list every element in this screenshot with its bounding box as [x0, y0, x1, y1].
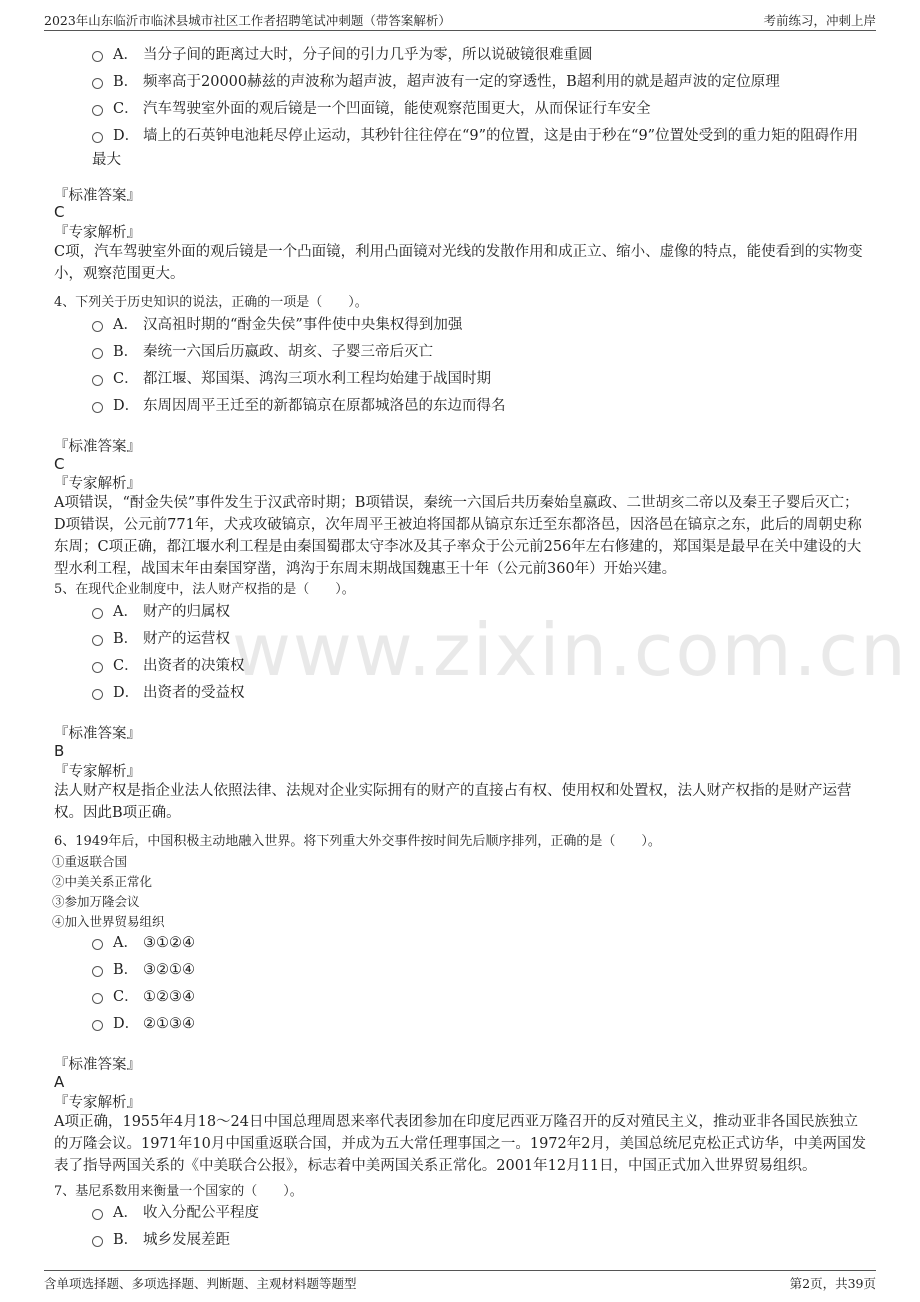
question-4: 4、下列关于历史知识的说法，正确的一项是（ ）。: [54, 295, 368, 310]
option-q3-c[interactable]: C． 汽车驾驶室外面的观后镜是一个凹面镜，能使观察范围更大，从而保证行车安全: [92, 97, 651, 121]
page-number: 第2页，共39页: [789, 1276, 876, 1291]
page-header: [44, 0, 876, 31]
analysis-q5: 法人财产权是指企业法人依照法律、法规对企业实际拥有的财产的直接占有权、使用权和处置权，法人财产权指的是财产运营权。因此B项正确。: [54, 783, 852, 821]
question-5: 5、在现代企业制度中，法人财产权指的是（ ）。: [54, 582, 355, 597]
q6-item-2: ②中美关系正常化: [52, 874, 153, 889]
option-q5-b[interactable]: B． 财产的运营权: [92, 627, 230, 651]
radio-icon[interactable]: [92, 1020, 103, 1031]
answer-label-q3: 『标准答案』: [54, 188, 141, 204]
option-q4-b[interactable]: B． 秦统一六国后历嬴政、胡亥、子婴三帝后灭亡: [92, 340, 433, 364]
radio-icon[interactable]: [92, 939, 103, 950]
answer-label-q5: 『标准答案』: [54, 726, 141, 742]
radio-icon[interactable]: [92, 51, 103, 62]
header-slogan: 考前练习，冲刺上岸: [763, 13, 876, 28]
option-q4-c[interactable]: C． 都江堰、郑国渠、鸿沟三项水利工程均始建于战国时期: [92, 367, 491, 391]
option-q6-a[interactable]: A． ③①②④: [92, 931, 195, 955]
option-q5-c[interactable]: C． 出资者的决策权: [92, 654, 245, 678]
option-q7-a[interactable]: A． 收入分配公平程度: [92, 1201, 259, 1225]
radio-icon[interactable]: [92, 132, 103, 143]
analysis-q6: A项正确，1955年4月18～24日中国总理周恩来率代表团参加在印度尼西亚万隆召开的反对殖民主义，推动亚非各国民族独立的万隆会议。1971年10月中国重返联合国，并成为五大常任理事国之一。1972年2月，美国总统尼克松正式访华，中美两国发表了指导两国关系的《中美联合公报》，标志着中美两国关系正常化。2001年12月11日，中国正式加入世界贸易组织。: [54, 1114, 866, 1174]
analysis-label-q3: 『专家解析』: [54, 225, 141, 241]
radio-icon[interactable]: [92, 608, 103, 619]
question-6: 6、1949年后，中国积极主动地融入世界。将下列重大外交事件按时间先后顺序排列，正确的是（ ）。: [54, 834, 661, 849]
answer-q5: B: [54, 742, 65, 760]
watermark: www.zixin.com.cn: [232, 608, 908, 692]
radio-icon[interactable]: [92, 375, 103, 386]
page-footer: [44, 1270, 876, 1299]
radio-icon[interactable]: [92, 105, 103, 116]
analysis-label-q5: 『专家解析』: [54, 764, 141, 780]
radio-icon[interactable]: [92, 993, 103, 1004]
analysis-q3: C项，汽车驾驶室外面的观后镜是一个凸面镜，利用凸面镜对光线的发散作用和成正立、缩小、虚像的特点，能使看到的实物变小，观察范围更大。: [54, 244, 863, 282]
radio-icon[interactable]: [92, 689, 103, 700]
analysis-q4: A项错误，“酎金失侯”事件发生于汉武帝时期；B项错误，秦统一六国后共历秦始皇嬴政、二世胡亥二帝以及秦王子婴后灭亡；D项错误，公元前771年，犬戎攻破镐京，次年周平王被迫将国都从镐京东迁至东都洛邑，因洛邑在镐京之东，此后的周朝史称东周；C项正确，都江堰水利工程是由秦国蜀郡太守李冰及其子率众于公元前256年左右修建的，郑国渠是最早在关中建设的大型水利工程，战国末年由秦国穿凿，鸿沟于东周末期战国魏惠王十年（公元前360年）开始兴建。: [54, 495, 862, 577]
answer-label-q4: 『标准答案』: [54, 439, 141, 455]
radio-icon[interactable]: [92, 662, 103, 673]
option-q4-a[interactable]: A． 汉高祖时期的“酎金失侯”事件使中央集权得到加强: [92, 313, 462, 337]
radio-icon[interactable]: [92, 402, 103, 413]
analysis-label-q4: 『专家解析』: [54, 476, 141, 492]
option-q5-d[interactable]: D． 出资者的受益权: [92, 681, 245, 705]
answer-q4: C: [54, 455, 65, 473]
question-7: 7、基尼系数用来衡量一个国家的（ ）。: [54, 1184, 303, 1199]
radio-icon[interactable]: [92, 966, 103, 977]
analysis-label-q6: 『专家解析』: [54, 1095, 141, 1111]
answer-label-q6: 『标准答案』: [54, 1057, 141, 1073]
radio-icon[interactable]: [92, 348, 103, 359]
answer-q6: A: [54, 1073, 65, 1091]
q6-item-4: ④加入世界贸易组织: [52, 914, 165, 929]
option-q3-b[interactable]: B． 频率高于20000赫兹的声波称为超声波，超声波有一定的穿透性，B超利用的就是超声波的定位原理: [92, 70, 780, 94]
footer-note: 含单项选择题、多项选择题、判断题、主观材料题等题型: [44, 1276, 357, 1291]
header-title: 2023年山东临沂市临沭县城市社区工作者招聘笔试冲刺题（带答案解析）: [44, 13, 451, 28]
option-q6-b[interactable]: B． ③②①④: [92, 958, 195, 982]
option-q7-b[interactable]: B． 城乡发展差距: [92, 1228, 230, 1252]
option-q4-d[interactable]: D． 东周因周平王迁至的新都镐京在原都城洛邑的东边而得名: [92, 394, 506, 418]
answer-q3: C: [54, 203, 65, 221]
radio-icon[interactable]: [92, 1236, 103, 1247]
q6-item-1: ①重返联合国: [52, 854, 128, 869]
radio-icon[interactable]: [92, 635, 103, 646]
radio-icon[interactable]: [92, 321, 103, 332]
option-q5-a[interactable]: A． 财产的归属权: [92, 600, 230, 624]
option-q3-d[interactable]: D． 墙上的石英钟电池耗尽停止运动，其秒针往往停在“9”的位置，这是由于秒在“9”位置处受到的重力矩的阻碍作用最大: [92, 128, 859, 168]
option-q6-d[interactable]: D． ②①③④: [92, 1012, 195, 1036]
radio-icon[interactable]: [92, 1209, 103, 1220]
option-q6-c[interactable]: C． ①②③④: [92, 985, 195, 1009]
option-q3-a[interactable]: A． 当分子间的距离过大时，分子间的引力几乎为零，所以说破镜很难重圆: [92, 43, 593, 67]
q6-item-3: ③参加万隆会议: [52, 894, 140, 909]
radio-icon[interactable]: [92, 78, 103, 89]
